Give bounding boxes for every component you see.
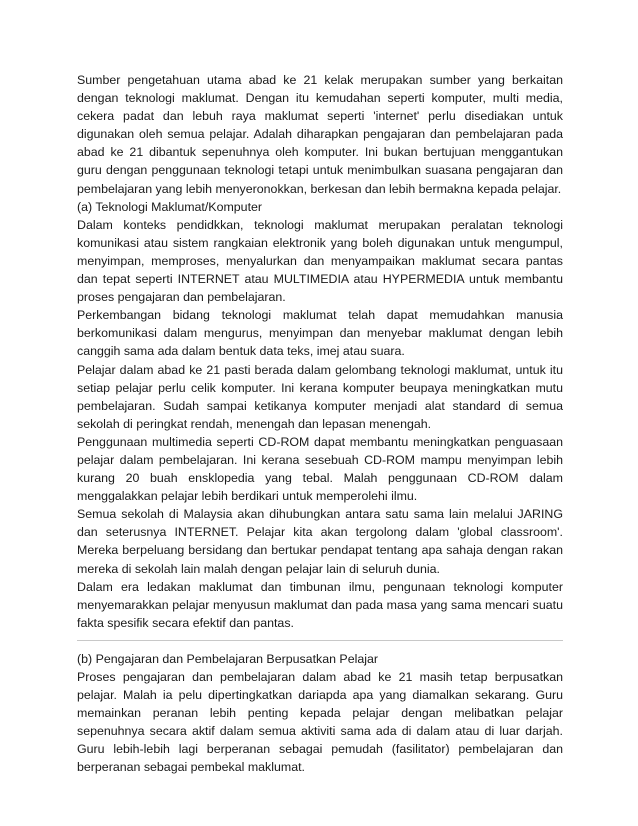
- paragraph-computer-literacy: Pelajar dalam abad ke 21 pasti berada dalam gelombang teknologi maklumat, untuk itu setiap pelajar perlu celik komputer. Ini kerana komputer beupaya meningkatkan mutu pembelajaran. Sudah sampai ketikanya komputer menjadi alat standard di semua sekolah di peringkat rendah, menengah dan lepasan menengah.: [77, 362, 563, 431]
- paragraph-student-centered: Proses pengajaran dan pembelajaran dalam abad ke 21 masih tetap berpusatkan pelajar. Malah ia pelu dipertingkatkan dariapda apa yang diamalkan sekarang. Guru memainkan peranan lebih penting kepada pelajar dengan melibatkan pelajar sepenuhnya secara aktif dalam semua aktiviti sama ada di dalam atau di luar darjah. Guru lebih-lebih lagi berperanan sebagai pemudah (fasilitator) pembelajaran dan berperanan sebagai pembekal maklumat.: [77, 670, 563, 775]
- paragraph-knowledge-era: Dalam era ledakan maklumat dan timbunan ilmu, pengunaan teknologi komputer menyemarakkan pelajar menyusun maklumat dan pada masa yang sama mencari suatu fakta spesifik secara efektif dan pantas.: [77, 579, 563, 630]
- document-page: [77, 71, 563, 777]
- paragraph-development: Perkembangan bidang teknologi maklumat telah dapat memudahkan manusia berkomunikasi dalam mengurus, menyimpan dan menyebar maklumat dengan lebih canggih sama ada dalam bentuk data teks, imej atau suara.: [77, 308, 563, 359]
- section-divider: [77, 640, 563, 641]
- section-a-heading: (a) Teknologi Maklumat/Komputer: [77, 199, 263, 214]
- paragraph-jaring: Semua sekolah di Malaysia akan dihubungkan antara satu sama lain melalui JARING dan seterusnya INTERNET. Pelajar kita akan tergolong dalam 'global classroom'. Mereka berpeluang bersidang dan bertukar pendapat tentang apa sahaja dengan rakan mereka di sekolah lain malah dengan pelajar lain di seluruh dunia.: [77, 507, 563, 576]
- intro-paragraph: Sumber pengetahuan utama abad ke 21 kelak merupakan sumber yang berkaitan dengan teknologi maklumat. Dengan itu kemudahan seperti komputer, multi media, cekera padat dan lebuh raya maklumat seperti 'internet' perlu disediakan untuk digunakan oleh semua pelajar. Adalah diharapkan pengajaran dan pembelajaran pada abad ke 21 dibantuk sepenuhnya oleh komputer. Ini bukan bertujuan menggantukan guru dengan penggunaan teknologi tetapi untuk menimbulkan suasana pengajaran dan pembelajaran yang lebih menyeronokkan, berkesan dan lebih bermakna kepada pelajar.: [77, 73, 563, 196]
- paragraph-definition: Dalam konteks pendidkkan, teknologi maklumat merupakan peralatan teknologi komunikasi atau sistem rangkaian elektronik yang boleh digunakan untuk mengumpul, menyimpan, memproses, menyalurkan dan menyampaikan maklumat secara pantas dan tepat seperti INTERNET atau MULTIMEDIA atau HYPERMEDIA untuk membantu proses pengajaran dan pembelajaran.: [77, 217, 563, 305]
- paragraph-multimedia: Penggunaan multimedia seperti CD-ROM dapat membantu meningkatkan penguasaan pelajar dalam pembelajaran. Ini kerana sesebuah CD-ROM mampu menyimpan lebih kurang 20 buah ensklopedia yang tebal. Malah penggunaan CD-ROM dalam menggalakkan pelajar lebih berdikari untuk memperolehi ilmu.: [77, 434, 563, 504]
- section-b-heading: (b) Pengajaran dan Pembelajaran Berpusatkan Pelajar: [77, 651, 379, 666]
